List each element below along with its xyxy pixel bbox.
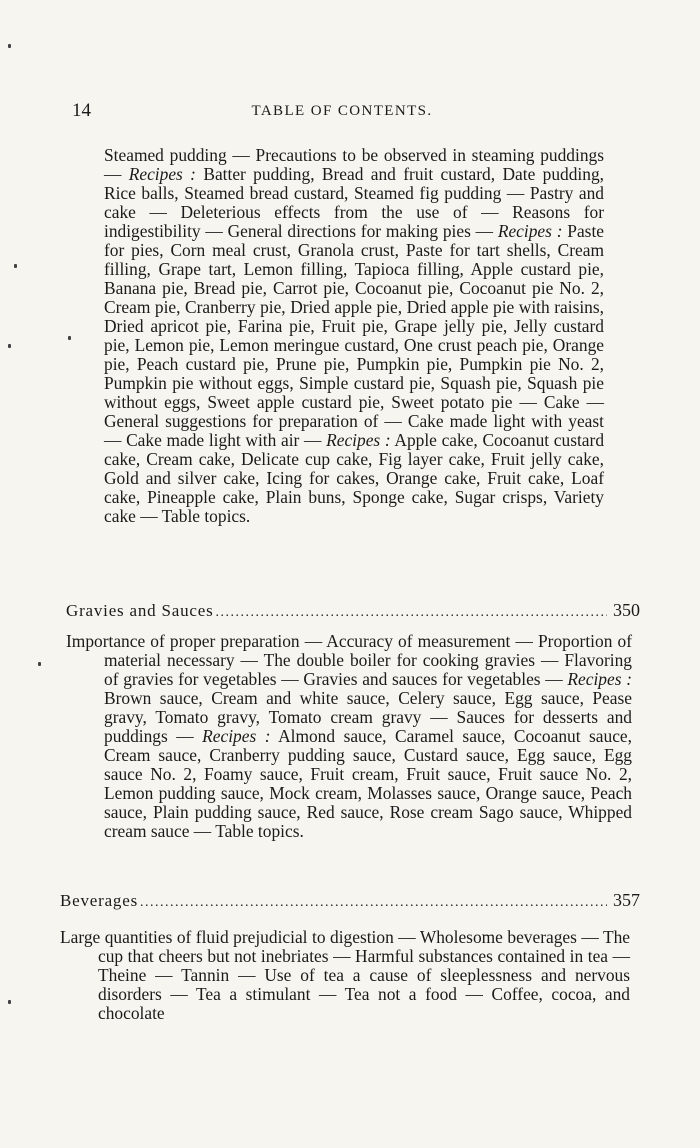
running-title: TABLE OF CONTENTS. <box>251 103 433 119</box>
recipes-label: Recipes : <box>326 430 391 450</box>
entry-text-part: Batter pudding, Bread and fruit custard, Date pudding, Rice balls, Steamed bread custard, Steamed fig pudding — Pastry and cake — Deleterious effects from the use of — Reasons for indigestibility — General directions for making pies — <box>104 164 604 241</box>
margin-speck <box>8 344 11 348</box>
section-page-number: 350 <box>613 600 640 620</box>
page-header <box>72 100 612 126</box>
pudding-cake-entry-text <box>104 146 604 526</box>
recipes-label: Recipes : <box>202 726 271 746</box>
page-number: 14 <box>72 100 91 121</box>
recipes-label: Recipes : <box>497 221 563 241</box>
margin-speck <box>8 1000 11 1004</box>
section-title: Gravies and Sauces <box>66 601 214 620</box>
margin-speck <box>14 264 17 268</box>
entry-text-part: Apple cake, Cocoanut custard cake, Cream cake, Delicate cup cake, Fig layer cake, Fruit jelly cake, Gold and silver cake, Icing for cakes, Orange cake, Fruit cake, Loaf cake, Pineapple cake, Plain buns, Sponge cake, Sugar crisps, Variety cake — Table topics. <box>104 430 605 526</box>
gravies-entry-text <box>66 632 632 841</box>
recipes-label: Recipes : <box>128 164 196 184</box>
entry-text-part: Steamed pudding — Precautions to be observed in steaming puddings — <box>104 145 604 184</box>
margin-speck <box>68 336 71 340</box>
recipes-label: Recipes : <box>567 669 632 689</box>
margin-speck <box>8 44 11 48</box>
entry-text-part: Almond sauce, Caramel sauce, Cocoanut sauce, Cream sauce, Cranberry pudding sauce, Custard sauce, Egg sauce, Egg sauce No. 2, Foamy sauce, Fruit cream, Fruit sauce, Fruit sauce No. 2, Lemon pudding sauce, Mock cream, Molasses sauce, Orange sauce, Peach sauce, Plain pudding sauce, Red sauce, Rose cream Sago sauce, Whipped cream sauce — Table topics. <box>104 726 633 841</box>
dot-leader <box>140 895 607 911</box>
beverages-entry-text: Large quantities of fluid prejudicial to digestion — Wholesome beverages — The cup that cheers but not inebriates — Harmful substances contained in tea — Theine — Tannin — Use of tea a cause of sleeplessness and nervous disorders — Tea a stimulant — Tea not a food — Coffee, cocoa, and chocolate <box>60 927 630 1023</box>
entry-text-part: Importance of proper preparation — Accuracy of measurement — Proportion of material necessary — The double boiler for cooking gravies — Flavoring of gravies for vegetables — Gravies and sauces for vegetables — <box>66 631 632 689</box>
section-page-number: 357 <box>613 890 640 910</box>
section-title: Beverages <box>60 891 138 910</box>
toc-entry-beverages[interactable] <box>60 890 640 914</box>
entry-text-part: Paste for pies, Corn meal crust, Granola crust, Paste for tart shells, Cream filling, Grape tart, Lemon filling, Tapioca filling, Apple custard pie, Banana pie, Bread pie, Carrot pie, Cocoanut pie, Cocoanut pie No. 2, Cream pie, Cranberry pie, Dried apple pie, Dried apple pie with raisins, Dried apricot pie, Farina pie, Fruit pie, Grape jelly pie, Jelly custard pie, Lemon pie, Lemon meringue custard, One crust peach pie, Orange pie, Peach custard pie, Prune pie, Pumpkin pie, Pumpkin pie No. 2, Pumpkin pie without eggs, Simple custard pie, Squash pie, Squash pie without eggs, Sweet apple custard pie, Sweet potato pie — Cake — General suggestions for preparation of — Cake made light with yeast — Cake made light with air — <box>104 221 605 450</box>
dot-leader <box>216 605 607 621</box>
toc-entry-gravies[interactable] <box>66 600 640 624</box>
entry-text-part: Brown sauce, Cream and white sauce, Celery sauce, Egg sauce, Pease gravy, Tomato gravy, Tomato cream gravy — Sauces for desserts and puddings — <box>104 688 632 746</box>
margin-speck <box>38 662 41 666</box>
